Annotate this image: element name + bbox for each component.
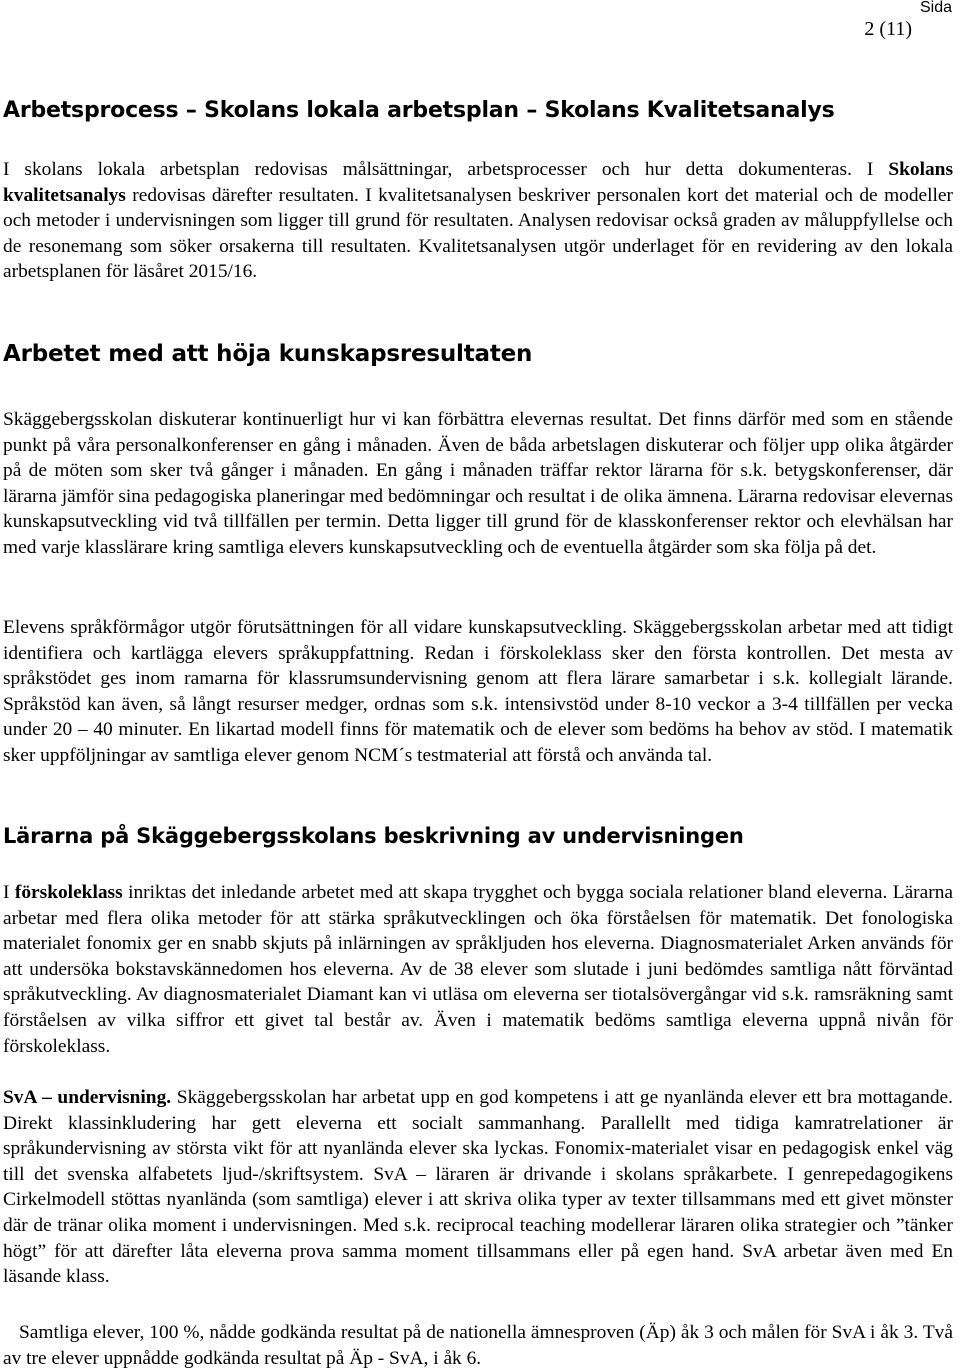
paragraph-text: inriktas det inledande arbetet med att skapa trygghet och bygga sociala relationer bland eleverna. Lärarna arbetar med flera olika metoder för att stärka språkutvecklingen och öka förståelsen för matematik. Det fonologiska materialet fonomix ger en snabb skjuts på inlärningen av språkljuden hos eleverna. Diagnosmaterialet Arken används för att undersöka bokstavskännedomen hos eleverna. Av de 38 elever som slutade i juni bedömdes samtliga nått förväntad språkutveckling. Av diagnosmaterialet Diamant kan vi utläsa om eleverna ser tiotalsövergångar vid s.k. ramsräkning samt förståelsen av vilka siffror ett givet tal består av. Även i matematik bedöms samtliga eleverna uppnå nivån för förskoleklass. xyxy=(3,882,953,1057)
section-heading-undervisning: Lärarna på Skäggebergsskolans beskrivning av undervisningen xyxy=(3,824,744,848)
page-number: 2 (11) xyxy=(864,18,912,40)
paragraph-resultat: Samtliga elever, 100 %, nådde godkända resultat på de nationella ämnesproven (Äp) åk 3 och målen för SvA i åk 3. Två av tre elever uppnådde godkända resultat på Äp - SvA, i åk 6. xyxy=(3,1322,953,1369)
paragraph-sprakformaga: Elevens språkförmågor utgör förutsättningen för all vidare kunskapsutveckling. Skäggebergsskolan arbetar med att tidigt identifiera och kartlägga elevers språkuppfattning. Redan i förskoleklass sker den första kontrollen. Det mesta av språkstödet ges inom ramarna för klassrumsundervisning genom att flera lärare samarbetar i s.k. kollegialt lärande. Språkstöd kan även, så långt resurser medger, ordnas som s.k. intensivstöd under 8-10 veckor a 3-4 tillfällen per vecka under 20 – 40 minuter. En likartad modell finns för matematik och de elever som bedöms ha behov av stöd. I matematik sker uppföljningar av samtliga elever genom NCM´s testmaterial att förstå och använda tal. xyxy=(3,617,953,766)
bold-term-sva: SvA – undervisning. xyxy=(3,1087,172,1108)
paragraph-text: I skolans lokala arbetsplan redovisas målsättningar, arbetsprocesser och hur detta dokumenteras. I xyxy=(3,159,889,180)
paragraph-arbetsplan xyxy=(3,157,953,285)
paragraph-diskussion: Skäggebergsskolan diskuterar kontinuerligt hur vi kan förbättra elevernas resultat. Det finns därför med som en stående punkt på våra personalkonferenser en gång i månaden. Även de båda arbetslagen diskuterar och följer upp olika åtgärder på de möten som sker två gånger i månaden. En gång i månaden träffar rektor lärarna för s.k. betygskonferenser, där lärarna jämför sina pedagogiska planeringar med bedömningar och resultat i de olika ämnena. Lärarna redovisar elevernas kunskapsutveckling vid två tillfällen per termin. Detta ligger till grund för de klasskonferenser rektor och elevhälsan har med varje klasslärare kring samtliga elevers kunskapsutveckling och de eventuella åtgärder som ska följa på det. xyxy=(3,409,953,558)
paragraph-forskoleklass xyxy=(3,880,953,1059)
section-heading-arbetsprocess: Arbetsprocess – Skolans lokala arbetsplan – Skolans Kvalitetsanalys xyxy=(3,98,835,123)
bold-term-kvalitetsanalys: Skolans kvalitetsanalys xyxy=(3,159,953,206)
paragraph-text: I xyxy=(3,882,15,903)
paragraph-sva xyxy=(3,1085,953,1290)
paragraph-text: redovisas därefter resultaten. I kvalitetsanalysen beskriver personalen kort det material och de modeller och metoder i undervisningen som ligger till grund för resultaten. Analysen redovisar också graden av måluppfyllelse och de resonemang som söker orsakerna till resultaten. Kvalitetsanalysen utgör underlaget för en revidering av den lokala arbetsplanen för läsåret 2015/16. xyxy=(3,184,953,283)
paragraph-text: Skäggebergsskolan har arbetat upp en god kompetens i att ge nyanlända elever ett bra mottagande. Direkt klassinkludering har gett eleverna ett socialt sammanhang. Parallellt med tidiga kamratrelationer är språkundervisning av största vikt för att nyanlända elever ska lyckas. Fonomix-materialet visar en pedagogisk enkel väg till det svenska alfabetets ljud-/skriftsystem. SvA – läraren är drivande i skolans språkarbete. I genrepedagogikens Cirkelmodell stöttas nyanlända (som samtliga) elever i att skriva olika typer av texter tillsammans med ett givet mönster där de tränar olika moment i undervisningen. Med s.k. reciprocal teaching modellerar läraren olika strategier och ”tänker högt” för att därefter låta eleverna prova samma moment tillsammans eller på egen hand. SvA arbetar även med En läsande klass. xyxy=(3,1087,954,1288)
bold-term-forskoleklass: förskoleklass xyxy=(14,882,123,903)
section-heading-kunskapsresultat: Arbetet med att höja kunskapsresultaten xyxy=(3,341,533,367)
page-header-label: Sida xyxy=(919,0,952,16)
